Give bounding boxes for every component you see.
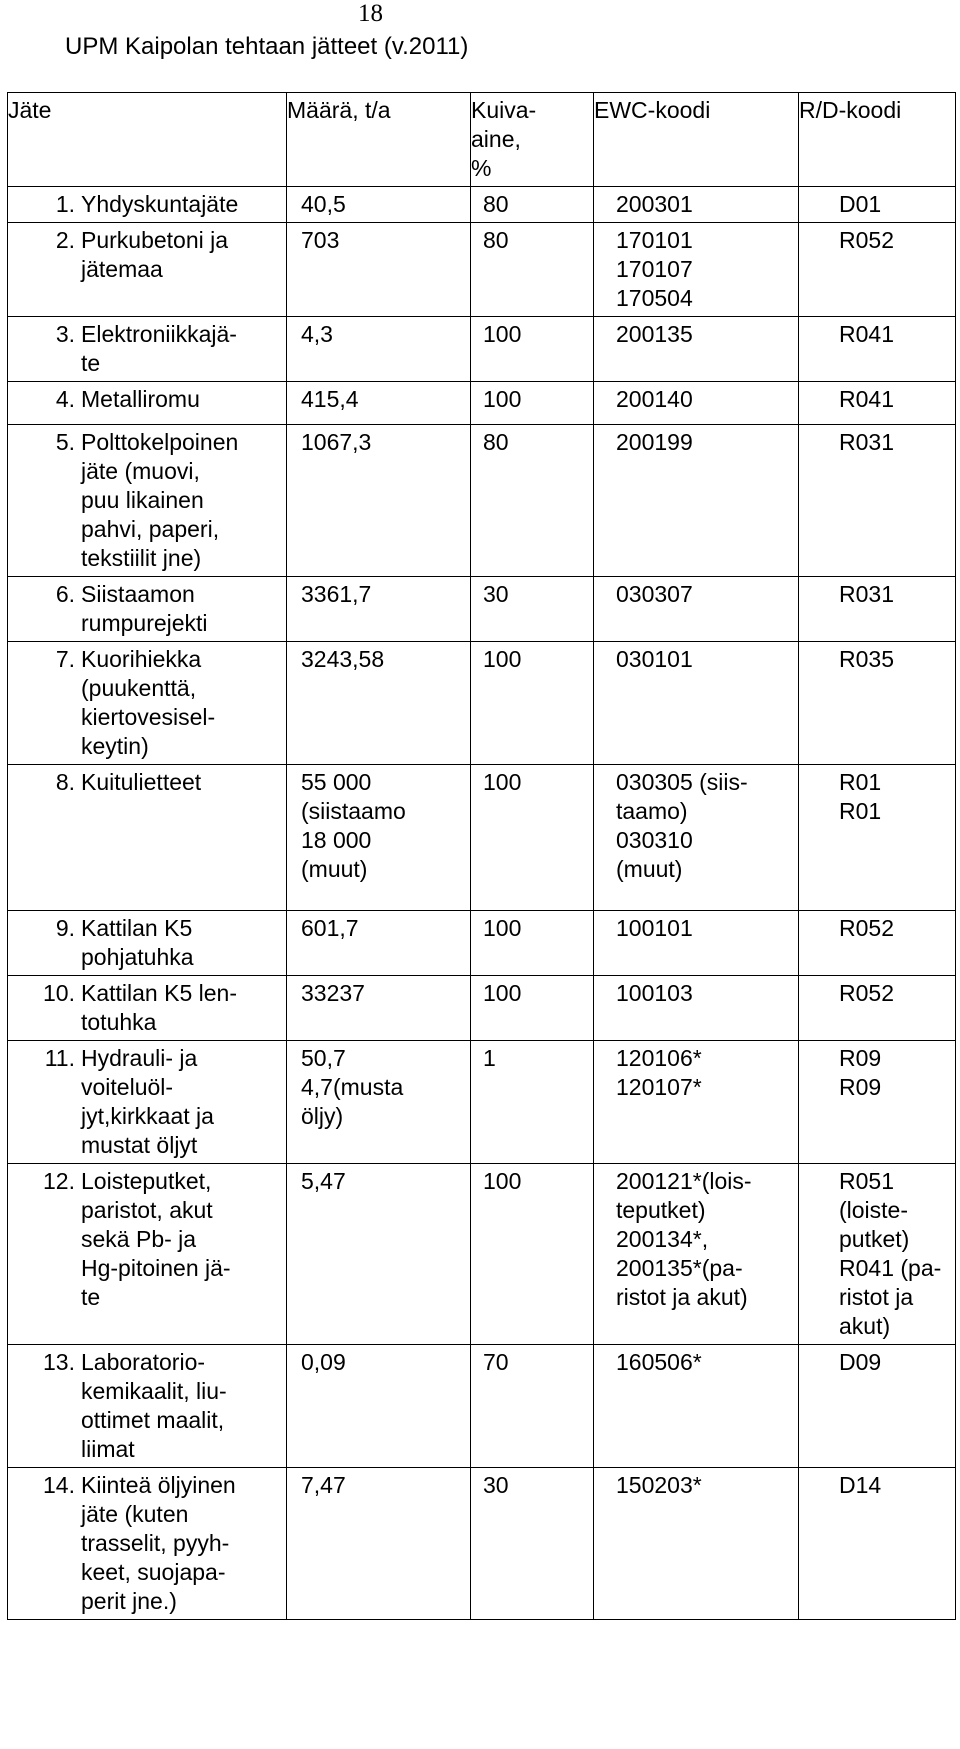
cell-ewc-koodi: 030101	[594, 642, 799, 765]
cell-maara: 703	[287, 223, 471, 317]
cell-rd-koodi: R035	[799, 642, 956, 765]
cell-ewc-koodi: 200301	[594, 187, 799, 223]
cell-rd-koodi: D09	[799, 1345, 956, 1468]
item-number: 14.	[43, 1472, 75, 1498]
page-number: 18	[358, 0, 383, 27]
cell-rd-koodi: R052	[799, 911, 956, 976]
cell-ewc-koodi: 120106* 120107*	[594, 1041, 799, 1164]
table-row	[8, 187, 956, 223]
item-number: 13.	[43, 1349, 75, 1375]
cell-jate	[8, 223, 287, 317]
cell-rd-koodi: R041	[799, 317, 956, 382]
cell-rd-koodi: R01 R01	[799, 765, 956, 911]
cell-ewc-koodi: 170101 170107 170504	[594, 223, 799, 317]
cell-maara: 415,4	[287, 382, 471, 425]
cell-jate	[8, 317, 287, 382]
item-number: 4.	[55, 386, 75, 412]
table-row	[8, 382, 956, 425]
cell-ewc-koodi: 200121*(lois- teputket) 200134*, 200135*(pa- ristot ja akut)	[594, 1164, 799, 1345]
item-number: 3.	[55, 321, 75, 347]
cell-rd-koodi: R031	[799, 577, 956, 642]
table-row	[8, 1468, 956, 1620]
cell-kuiva-aine: 100	[471, 642, 594, 765]
cell-jate	[8, 976, 287, 1041]
table-row	[8, 577, 956, 642]
item-number: 7.	[55, 646, 75, 672]
item-number: 10.	[43, 980, 75, 1006]
header-jate: Jäte	[8, 93, 287, 187]
item-number: 9.	[55, 915, 75, 941]
waste-table	[7, 92, 956, 1620]
cell-rd-koodi: D14	[799, 1468, 956, 1620]
item-name: Hydrauli- ja voiteluöl- jyt,kirkkaat ja mustat öljyt	[81, 1045, 214, 1158]
cell-ewc-koodi: 160506*	[594, 1345, 799, 1468]
item-name: Yhdyskuntajäte	[81, 191, 239, 217]
table-row	[8, 425, 956, 577]
cell-maara: 0,09	[287, 1345, 471, 1468]
header-kuiva-aine: Kuiva- aine, %	[471, 93, 594, 187]
cell-kuiva-aine: 100	[471, 911, 594, 976]
cell-ewc-koodi: 200135	[594, 317, 799, 382]
table-row	[8, 911, 956, 976]
header-maara: Määrä, t/a	[287, 93, 471, 187]
cell-maara: 7,47	[287, 1468, 471, 1620]
document-title: UPM Kaipolan tehtaan jätteet (v.2011)	[65, 33, 469, 60]
cell-kuiva-aine: 100	[471, 765, 594, 911]
item-number: 12.	[43, 1168, 75, 1194]
cell-ewc-koodi: 030305 (siis- taamo) 030310 (muut)	[594, 765, 799, 911]
cell-jate	[8, 1468, 287, 1620]
cell-jate	[8, 382, 287, 425]
cell-rd-koodi: R051 (loiste- putket) R041 (pa- ristot ja akut)	[799, 1164, 956, 1345]
cell-ewc-koodi: 150203*	[594, 1468, 799, 1620]
cell-kuiva-aine: 30	[471, 577, 594, 642]
item-number: 6.	[55, 581, 75, 607]
item-number: 11.	[44, 1045, 75, 1071]
cell-kuiva-aine: 100	[471, 1164, 594, 1345]
cell-maara: 601,7	[287, 911, 471, 976]
item-name: Siistaamon rumpurejekti	[81, 581, 208, 636]
table-header-row	[8, 93, 956, 187]
cell-kuiva-aine: 80	[471, 425, 594, 577]
cell-ewc-koodi: 200199	[594, 425, 799, 577]
table-row	[8, 1164, 956, 1345]
cell-maara: 40,5	[287, 187, 471, 223]
item-number: 2.	[55, 227, 75, 253]
cell-maara: 3243,58	[287, 642, 471, 765]
item-name: Kuitulietteet	[81, 769, 202, 795]
item-name: Kattilan K5 pohjatuhka	[81, 915, 194, 970]
item-number: 8.	[55, 769, 75, 795]
table-row	[8, 765, 956, 911]
cell-jate	[8, 1345, 287, 1468]
cell-kuiva-aine: 30	[471, 1468, 594, 1620]
cell-maara: 50,7 4,7(musta öljy)	[287, 1041, 471, 1164]
cell-maara: 33237	[287, 976, 471, 1041]
cell-kuiva-aine: 100	[471, 317, 594, 382]
cell-kuiva-aine: 100	[471, 382, 594, 425]
cell-kuiva-aine: 1	[471, 1041, 594, 1164]
cell-rd-koodi: R09 R09	[799, 1041, 956, 1164]
cell-rd-koodi: D01	[799, 187, 956, 223]
item-name: Kiinteä öljyinen jäte (kuten trasselit, pyyh- keet, suojapa- perit jne.)	[81, 1472, 236, 1614]
cell-ewc-koodi: 200140	[594, 382, 799, 425]
cell-maara: 3361,7	[287, 577, 471, 642]
item-name: Elektroniikkajä- te	[81, 321, 237, 376]
item-name: Purkubetoni ja jätemaa	[81, 227, 229, 282]
item-number: 1.	[55, 191, 75, 217]
cell-rd-koodi: R041	[799, 382, 956, 425]
item-name: Laboratorio- kemikaalit, liu- ottimet maalit, liimat	[81, 1349, 227, 1462]
table-row	[8, 317, 956, 382]
table-row	[8, 1041, 956, 1164]
cell-kuiva-aine: 80	[471, 223, 594, 317]
table-row	[8, 642, 956, 765]
item-name: Kuorihiekka (puukenttä, kiertovesisel- keytin)	[81, 646, 216, 759]
table-row	[8, 976, 956, 1041]
header-ewc-koodi: EWC-koodi	[594, 93, 799, 187]
cell-ewc-koodi: 100103	[594, 976, 799, 1041]
cell-maara: 55 000 (siistaamo 18 000 (muut)	[287, 765, 471, 911]
cell-ewc-koodi: 100101	[594, 911, 799, 976]
table-row	[8, 223, 956, 317]
cell-maara: 4,3	[287, 317, 471, 382]
cell-maara: 1067,3	[287, 425, 471, 577]
item-number: 5.	[55, 429, 75, 455]
item-name: Kattilan K5 len- totuhka	[81, 980, 237, 1035]
table-row	[8, 1345, 956, 1468]
cell-jate	[8, 425, 287, 577]
table-body	[8, 187, 956, 1620]
item-name: Polttokelpoinen jäte (muovi, puu likainen pahvi, paperi, tekstiilit jne)	[81, 429, 239, 571]
cell-ewc-koodi: 030307	[594, 577, 799, 642]
cell-maara: 5,47	[287, 1164, 471, 1345]
cell-jate	[8, 1041, 287, 1164]
cell-jate	[8, 577, 287, 642]
cell-rd-koodi: R052	[799, 223, 956, 317]
cell-jate	[8, 1164, 287, 1345]
header-rd-koodi: R/D-koodi	[799, 93, 956, 187]
item-name: Loisteputket, paristot, akut sekä Pb- ja Hg-pitoinen jä- te	[81, 1168, 231, 1310]
cell-rd-koodi: R052	[799, 976, 956, 1041]
cell-kuiva-aine: 80	[471, 187, 594, 223]
cell-jate	[8, 187, 287, 223]
cell-jate	[8, 765, 287, 911]
cell-rd-koodi: R031	[799, 425, 956, 577]
cell-jate	[8, 911, 287, 976]
cell-jate	[8, 642, 287, 765]
item-name: Metalliromu	[81, 386, 200, 412]
cell-kuiva-aine: 70	[471, 1345, 594, 1468]
cell-kuiva-aine: 100	[471, 976, 594, 1041]
